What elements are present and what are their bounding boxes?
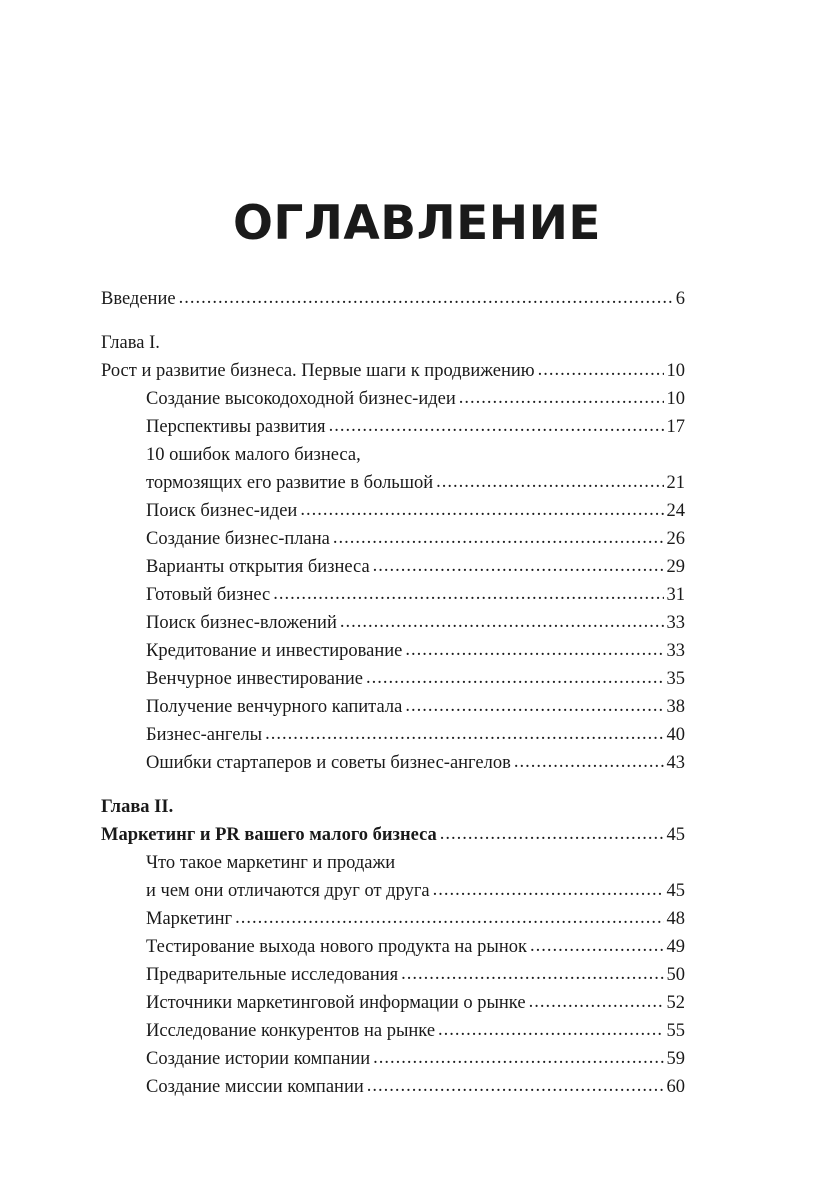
page-title: ОГЛАВЛЕНИЕ xyxy=(232,196,602,251)
toc-entry-continued[interactable] xyxy=(101,849,685,877)
toc-entry[interactable] xyxy=(101,497,685,525)
toc-page-number: 43 xyxy=(666,753,685,773)
toc-entry-chapter-2[interactable] xyxy=(101,821,685,849)
toc-page-number: 48 xyxy=(666,909,685,929)
toc-entry[interactable] xyxy=(101,385,685,413)
toc-entry-label: Предварительные исследования xyxy=(146,965,399,985)
toc-page-number: 17 xyxy=(666,417,685,437)
toc-entry-label: Маркетинг xyxy=(146,909,233,929)
toc-entry-label: Тестирование выхода нового продукта на рынок xyxy=(146,937,527,957)
toc-page-number: 50 xyxy=(666,965,685,985)
toc-entry[interactable] xyxy=(101,877,685,905)
toc-entry[interactable] xyxy=(101,609,685,637)
toc-entry[interactable] xyxy=(101,933,685,961)
dot-leader xyxy=(373,552,664,580)
dot-leader xyxy=(333,524,664,552)
toc-entry-label: Исследование конкурентов на рынке xyxy=(146,1021,436,1041)
toc-page-number: 35 xyxy=(666,669,685,689)
toc-entry-label: Получение венчурного капитала xyxy=(146,697,403,717)
toc-page-number: 26 xyxy=(666,529,685,549)
toc-entry-label: Кредитование и инвестирование xyxy=(146,641,403,661)
dot-leader xyxy=(530,932,664,960)
toc-entry-label: Бизнес-ангелы xyxy=(146,725,263,745)
toc-entry[interactable] xyxy=(101,749,685,777)
toc-page-number: 24 xyxy=(666,501,685,521)
toc-entry[interactable] xyxy=(101,721,685,749)
toc-entry-label: Создание высокодоходной бизнес-идеи xyxy=(146,389,456,409)
dot-leader xyxy=(340,608,664,636)
dot-leader xyxy=(373,1044,663,1072)
toc-page-number: 10 xyxy=(666,389,685,409)
toc-entry-label: Рост и развитие бизнеса. Первые шаги к продвижению xyxy=(101,361,535,381)
dot-leader xyxy=(401,960,663,988)
toc-entry[interactable] xyxy=(101,1017,685,1045)
toc-entry[interactable] xyxy=(101,1073,685,1101)
toc-page-number: 59 xyxy=(666,1049,685,1069)
toc-page-number: 33 xyxy=(666,613,685,633)
toc-entry-chapter-1[interactable] xyxy=(101,357,685,385)
toc-entry[interactable] xyxy=(101,413,685,441)
toc-entry[interactable] xyxy=(101,989,685,1017)
dot-leader xyxy=(438,1016,663,1044)
table-of-contents xyxy=(101,285,685,1101)
toc-entry-label: и чем они отличаются друг от друга xyxy=(146,881,430,901)
toc-entry-label: Готовый бизнес xyxy=(146,585,271,605)
dot-leader xyxy=(179,284,673,312)
toc-entry[interactable] xyxy=(101,1045,685,1073)
toc-page-number: 60 xyxy=(666,1077,685,1097)
toc-page-number: 40 xyxy=(666,725,685,745)
toc-entry-label: Маркетинг и PR вашего малого бизнеса xyxy=(101,825,437,845)
toc-entry-label: Создание истории компании xyxy=(146,1049,371,1069)
toc-entry-label: тормозящих его развитие в большой xyxy=(146,473,434,493)
toc-entry-label: Создание миссии компании xyxy=(146,1077,364,1097)
toc-entry-label: Введение xyxy=(101,289,176,309)
toc-page-number: 6 xyxy=(675,289,685,309)
dot-leader xyxy=(329,412,664,440)
dot-leader xyxy=(433,876,664,904)
toc-entry-label: Поиск бизнес-идеи xyxy=(146,501,298,521)
toc-entry-label: Создание бизнес-плана xyxy=(146,529,330,549)
toc-entry[interactable] xyxy=(101,525,685,553)
toc-entry[interactable] xyxy=(101,905,685,933)
dot-leader xyxy=(300,496,663,524)
dot-leader xyxy=(273,580,663,608)
toc-entry[interactable] xyxy=(101,553,685,581)
toc-page-number: 33 xyxy=(666,641,685,661)
toc-page-number: 31 xyxy=(666,585,685,605)
toc-page-number: 10 xyxy=(666,361,685,381)
dot-leader xyxy=(265,720,663,748)
dot-leader xyxy=(529,988,664,1016)
toc-entry-label: Источники маркетинговой информации о рынке xyxy=(146,993,526,1013)
toc-entry-label: Что такое маркетинг и продажи xyxy=(146,853,396,873)
dot-leader xyxy=(459,384,664,412)
toc-entry-intro[interactable] xyxy=(101,285,685,313)
toc-page-number: 21 xyxy=(666,473,685,493)
dot-leader xyxy=(367,1072,664,1100)
toc-page-number: 49 xyxy=(666,937,685,957)
toc-entry[interactable] xyxy=(101,637,685,665)
toc-entry[interactable] xyxy=(101,693,685,721)
dot-leader xyxy=(436,468,663,496)
dot-leader xyxy=(440,820,664,848)
toc-page-number: 29 xyxy=(666,557,685,577)
toc-page-number: 52 xyxy=(666,993,685,1013)
toc-entry-label: Варианты открытия бизнеса xyxy=(146,557,370,577)
dot-leader xyxy=(366,664,664,692)
toc-entry-label: Поиск бизнес-вложений xyxy=(146,613,337,633)
toc-entry[interactable] xyxy=(101,469,685,497)
toc-page-number: 45 xyxy=(666,881,685,901)
toc-entry[interactable] xyxy=(101,581,685,609)
toc-entry-label: Перспективы развития xyxy=(146,417,326,437)
toc-entry[interactable] xyxy=(101,961,685,989)
toc-entry-label: 10 ошибок малого бизнеса, xyxy=(146,445,361,465)
toc-entry-continued[interactable] xyxy=(101,441,685,469)
dot-leader xyxy=(538,356,664,384)
dot-leader xyxy=(405,636,663,664)
toc-entry-label: Ошибки стартаперов и советы бизнес-ангелов xyxy=(146,753,511,773)
chapter-heading: Глава I. xyxy=(101,333,160,353)
toc-page-number: 55 xyxy=(666,1021,685,1041)
chapter-heading: Глава II. xyxy=(101,797,174,817)
dot-leader xyxy=(235,904,663,932)
toc-page-number: 38 xyxy=(666,697,685,717)
toc-entry-label: Венчурное инвестирование xyxy=(146,669,363,689)
toc-entry[interactable] xyxy=(101,665,685,693)
dot-leader xyxy=(514,748,664,776)
dot-leader xyxy=(405,692,663,720)
toc-page-number: 45 xyxy=(666,825,685,845)
